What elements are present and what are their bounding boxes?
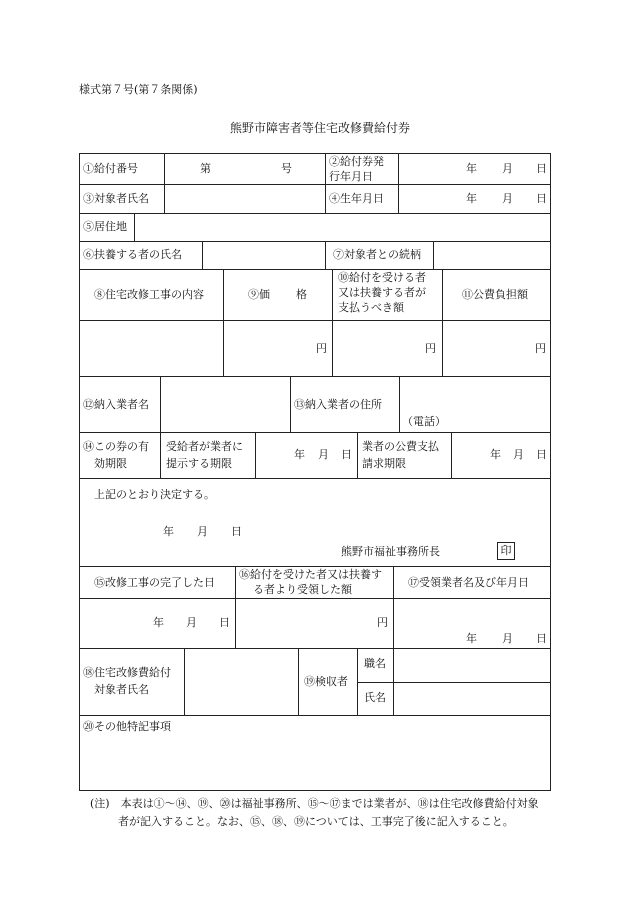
public-burden-yen: 円 [535,342,546,355]
col-divider [357,432,358,478]
claim-deadline-label: 請求期限 [362,457,406,470]
payable-amount-label: 支払うべき額 [338,301,404,314]
address-label: ⑤居住地 [83,220,127,233]
completion-day: 日 [219,616,230,629]
issue-month: 月 [502,162,513,175]
note-line-1: (注) 本表は①～⑭、⑲、⑳は福祉事務所、⑮～⑰までは業者が、⑱は住宅改修費給付対象 [90,797,539,810]
issue-date-label: ②給付券発 [329,155,384,168]
decision-year: 年 [163,525,174,538]
row-divider [79,320,551,321]
claim-deadline-label: 業者の公費支払 [362,440,439,453]
col-divider [298,648,299,715]
col-divider [255,432,256,478]
col-divider [393,566,394,648]
phone-label: （電話） [402,415,446,428]
payment-number-go: 号 [281,162,292,175]
col-divider [223,269,224,376]
col-divider [357,648,358,715]
birth-year: 年 [466,192,477,205]
price-label: ⑨価 [248,288,270,301]
row-divider [79,566,551,567]
public-burden-label: ⑪公費負担額 [462,288,528,301]
col-divider [160,376,161,432]
col-divider [325,241,326,269]
inspector-label: ⑲検収者 [304,675,348,688]
note-line-2: 者が記入すること。なお、⑮、⑱、⑲については、工事完了後に記入すること。 [118,815,514,828]
claim-year: 年 [490,448,501,461]
col-divider [184,648,185,715]
inspector-name-label: 氏名 [364,691,386,704]
birth-date-label: ④生年月日 [329,192,384,205]
issue-day: 日 [536,162,547,175]
claim-month: 月 [513,448,524,461]
col-divider [202,241,203,269]
col-divider [160,432,161,478]
submit-deadline-label: 受給者が業者に [166,440,243,453]
completion-year: 年 [153,616,164,629]
submit-day: 日 [341,448,352,461]
payable-amount-label: 又は扶養する者が [338,286,426,299]
inspector-post-label: 職名 [364,657,386,670]
other-notes-label: ⑳その他特記事項 [83,720,171,733]
row-divider [79,184,551,185]
decision-month: 月 [197,525,208,538]
col-divider [235,566,236,648]
contractor-name-label: ⑫納入業者名 [83,398,149,411]
col-divider [134,213,135,241]
contractor-address-label: ⑬納入業者の住所 [294,398,382,411]
col-divider [442,269,443,376]
col-divider [433,241,434,269]
issue-year: 年 [466,162,477,175]
subject-name-label: ③対象者氏名 [83,192,149,205]
row-divider [79,715,551,716]
completion-date-label: ⑮改修工事の完了した日 [94,576,215,589]
received-yen: 円 [377,616,388,629]
validity-label: ⑭この券の有 [83,440,149,453]
inspection-subject-label: ⑱住宅改修費給付 [83,666,171,679]
payable-amount-label: ⑩給付を受ける者 [338,271,426,284]
work-content-label: ⑧住宅改修工事の内容 [94,288,204,301]
supporter-name-label: ⑥扶養する者の氏名 [83,248,182,261]
seal-stamp: 印 [497,542,515,560]
col-divider [398,153,399,213]
submit-year: 年 [294,448,305,461]
row-divider [79,213,551,214]
claim-day: 日 [536,448,547,461]
row-divider [357,682,551,683]
col-divider [164,153,165,213]
row-divider [79,269,551,270]
row-divider [79,648,551,649]
receipt-label: ⑰受領業者名及び年月日 [408,576,529,589]
birth-day: 日 [536,192,547,205]
submit-deadline-label: 提示する期限 [166,457,232,470]
received-amount-label: ⑯給付を受けた者又は扶養す [239,568,382,581]
inspection-subject-label: 対象者氏名 [94,683,149,696]
decision-text: 上記のとおり決定する。 [94,488,215,501]
price-label: 格 [296,288,307,301]
payable-yen: 円 [425,342,436,355]
completion-month: 月 [186,616,197,629]
decision-day: 日 [231,525,242,538]
issue-date-label: 行年月日 [329,170,373,183]
col-divider [393,648,394,715]
price-yen: 円 [316,342,327,355]
receipt-day: 日 [536,632,547,645]
row-divider [79,478,551,479]
payment-number-dai: 第 [200,162,211,175]
receipt-year: 年 [466,632,477,645]
validity-label: 効期限 [94,457,127,470]
submit-month: 月 [318,448,329,461]
col-divider [332,269,333,376]
birth-month: 月 [502,192,513,205]
row-divider [79,432,551,433]
row-divider [79,241,551,242]
form-number: 様式第７号(第７条関係) [79,83,198,96]
received-amount-label: る者より受領した額 [253,583,352,596]
col-divider [399,376,400,432]
form-title: 熊野市障害者等住宅改修費給付券 [230,121,411,135]
row-divider [79,376,551,377]
col-divider [290,376,291,432]
office-name: 熊野市福祉事務所長 [341,545,440,558]
row-divider [79,598,551,599]
receipt-month: 月 [502,632,513,645]
col-divider [325,153,326,213]
relationship-label: ⑦対象者との続柄 [333,248,421,261]
col-divider [451,432,452,478]
payment-number-label: ①給付番号 [83,162,138,175]
